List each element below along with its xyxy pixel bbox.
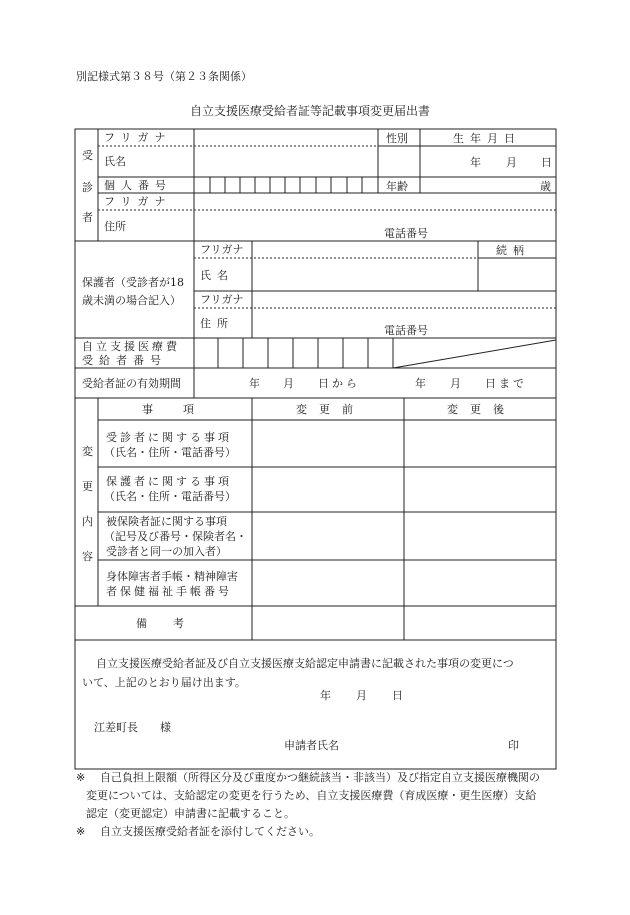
- form-title: 自立支援医療受給者証等記載事項変更届出書: [190, 104, 431, 118]
- guardian-phone-label: 電話番号: [384, 324, 428, 337]
- patient-phone-label: 電話番号: [384, 227, 428, 240]
- col-before-header: 変更前: [296, 403, 365, 416]
- remarks-label: 備考: [136, 617, 210, 630]
- declaration-month: 月: [356, 689, 367, 702]
- guardian-relationship-label: 続柄: [496, 244, 530, 257]
- patient-name-label: 氏名: [104, 155, 126, 168]
- note1-line3: 認定（変更認定）申請書に記載すること。: [86, 807, 295, 820]
- note1-mark: ※: [76, 771, 86, 784]
- validity-label: 受給者証の有効期間: [82, 377, 181, 390]
- birth-year-unit: 年: [470, 156, 481, 169]
- patient-furigana-label: フリガナ: [104, 131, 172, 144]
- patient-address-label: 住所: [104, 220, 126, 233]
- guardian-label-line1: 保護者（受診者が18: [82, 276, 184, 289]
- note1-line2: 変更については、支給認定の変更を行うため、自立支援医療費（育成医療・更生医療）支給: [86, 789, 537, 802]
- row3-line1: 被保険者証に関する事項: [106, 515, 227, 528]
- patient-furigana2-label: フリガナ: [104, 195, 172, 208]
- row4-line2: 者保健福祉手帳番号: [106, 585, 232, 598]
- applicant-name-label: 申請者氏名: [284, 739, 339, 752]
- note2-text: 自立支援医療受給者証を添付してください。: [100, 825, 320, 838]
- gender-label: 性別: [386, 132, 408, 145]
- guardian-furigana2-label: フリガナ: [200, 293, 244, 306]
- validity-until-year: 年: [415, 377, 426, 390]
- age-unit: 歳: [540, 180, 551, 193]
- guardian-furigana-label: フリガナ: [200, 243, 244, 256]
- row2-line2: （氏名・住所・電話番号）: [104, 490, 236, 503]
- col-after-header: 変更後: [447, 403, 516, 416]
- patient-section-char-2: 診: [82, 181, 93, 194]
- validity-from-month: 月: [283, 377, 294, 390]
- patient-individual-number-label: 個人番号: [104, 179, 172, 192]
- validity-from-year: 年: [249, 377, 260, 390]
- guardian-address-label: 住所: [200, 317, 234, 330]
- age-label: 年齢: [386, 180, 408, 193]
- validity-from-day: 日から: [318, 377, 360, 390]
- addressee: 江差町長 様: [94, 721, 171, 734]
- changes-section-char-2: 更: [82, 480, 93, 493]
- declaration-day: 日: [392, 689, 403, 702]
- cert-number-label-line1: 自立支援医療費: [82, 340, 180, 353]
- birthdate-label: 生年月日: [453, 132, 521, 145]
- patient-section-char-3: 者: [82, 211, 93, 224]
- validity-until-month: 月: [450, 377, 461, 390]
- row1-line2: （氏名・住所・電話番号）: [104, 446, 236, 459]
- row4-line1: 身体障害者手帳・精神障害: [106, 570, 238, 583]
- changes-section-char-4: 容: [82, 550, 93, 563]
- birth-day-unit: 日: [541, 156, 552, 169]
- guardian-label-line2: 歳未満の場合記入）: [82, 294, 181, 307]
- row2-line1: 保護者に関する事項: [106, 475, 232, 488]
- row1-line1: 受診者に関する事項: [106, 431, 232, 444]
- declaration-line2: いて、上記のとおり届け出ます。: [82, 676, 246, 689]
- row3-line3: 受診者と同一の加入者）: [106, 545, 227, 558]
- changes-section-char-1: 変: [82, 445, 93, 458]
- note2-mark: ※: [76, 825, 86, 838]
- changes-section-char-3: 内: [82, 515, 93, 528]
- declaration-year: 年: [320, 689, 331, 702]
- declaration-line1: 自立支援医療受給者証及び自立支援医療支給認定申請書に記載された事項の変更につ: [96, 657, 514, 670]
- seal-mark: 印: [508, 739, 519, 752]
- guardian-name-label: 氏名: [200, 269, 234, 282]
- row3-line2: （記号及び番号・保険者名・: [104, 530, 247, 543]
- cert-number-label-line2: 受給者番号: [82, 354, 167, 367]
- validity-until-day: 日まで: [485, 377, 527, 390]
- patient-section-char-1: 受: [82, 149, 93, 162]
- form-number: 別記様式第３８号（第２３条関係）: [76, 70, 252, 83]
- birth-month-unit: 月: [506, 156, 517, 169]
- note1-line1: 自己負担上限額（所得区分及び重度かつ継続該当・非該当）及び指定自立支援医療機関の: [100, 771, 540, 784]
- col-item-header: 事項: [142, 403, 224, 416]
